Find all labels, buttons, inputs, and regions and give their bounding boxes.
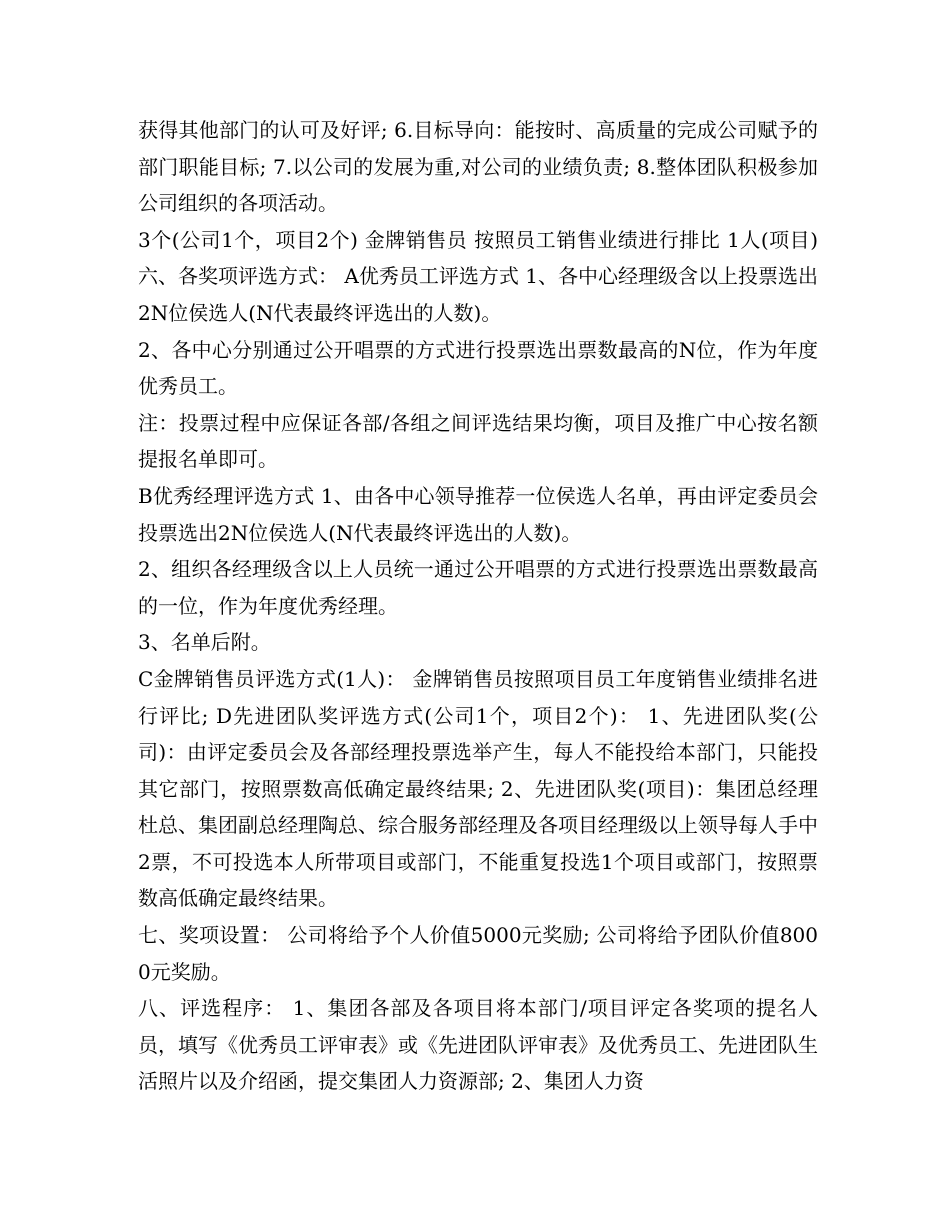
paragraph: B优秀经理评选方式 1、由各中心领导推荐一位侯选人名单，再由评定委员会投票选出2N位侯选人(N代表最终评选出的人数)。: [138, 483, 818, 545]
paragraph: 七、奖项设置： 公司将给予个人价值5000元奖励; 公司将给予团队价值8000元奖励。: [138, 923, 818, 984]
paragraph: 3个(公司1个，项目2个) 金牌销售员 按照员工销售业绩进行排比 1人(项目) 六、各奖项评选方式： A优秀员工评选方式 1、各中心经理级含以上投票选出2N位侯选人(N代表最终评选出的人数)。: [138, 227, 818, 325]
document-body: [138, 112, 818, 1100]
paragraph: C金牌销售员评选方式(1人)： 金牌销售员按照项目员工年度销售业绩排名进行评比; D先进团队奖评选方式(公司1个，项目2个)： 1、先进团队奖(公司)：由评定委员会及各部经理投票选举产生，每人不能投给本部门，只能投其它部门，按照票数高低确定最终结果; 2、先进团队奖(项目)：集团总经理杜总、集团副总经理陶总、综合服务部经理及各项目经理级以上领导每人手中2票，不可投选本人所带项目或部门，不能重复投选1个项目或部门，按照票数高低确定最终结果。: [138, 666, 818, 911]
paragraph: 获得其他部门的认可及好评; 6.目标导向：能按时、高质量的完成公司赋予的部门职能目标; 7.以公司的发展为重,对公司的业绩负责; 8.整体团队积极参加公司组织的各项活动。: [138, 118, 818, 216]
paragraph: 2、组织各经理级含以上人员统一通过公开唱票的方式进行投票选出票数最高的一位，作为年度优秀经理。: [138, 557, 818, 618]
paragraph: 注：投票过程中应保证各部/各组之间评选结果均衡，项目及推广中心按名额提报名单即可。: [138, 410, 818, 472]
paragraph: 3、名单后附。: [138, 630, 271, 655]
paragraph: 2、各中心分别通过公开唱票的方式进行投票选出票数最高的N位，作为年度优秀员工。: [138, 337, 818, 399]
paragraph: 八、评选程序： 1、集团各部及各项目将本部门/项目评定各奖项的提名人员，填写《优秀员工评审表》或《先进团队评审表》及优秀员工、先进团队生活照片以及介绍函，提交集团人力资源部; 2、集团人力资: [138, 996, 818, 1094]
